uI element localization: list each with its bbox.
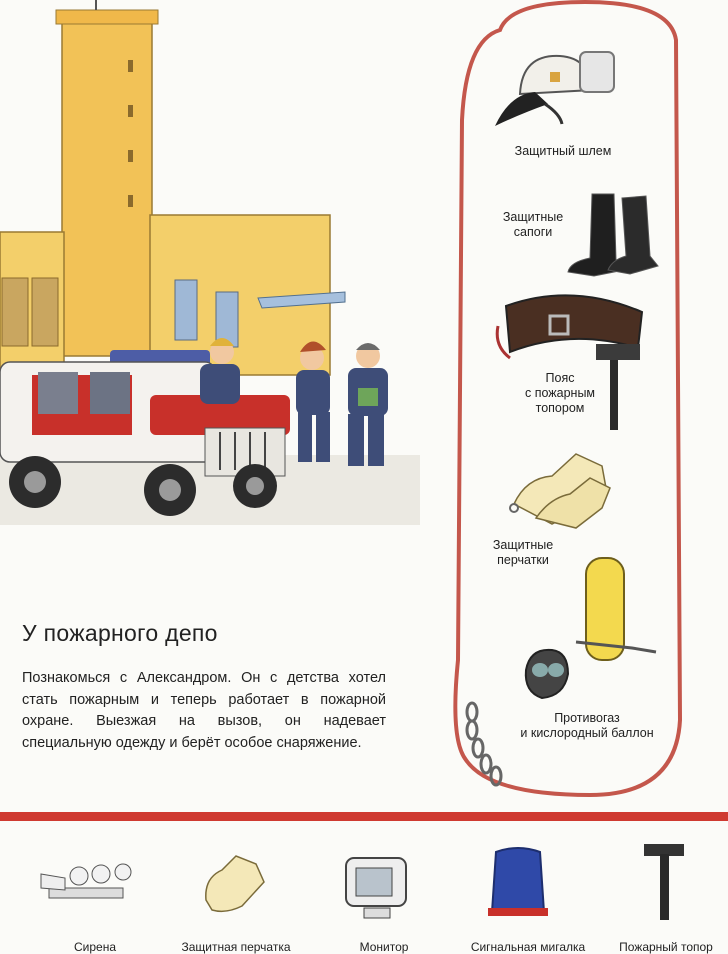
bottom-item-label: Защитная перчатка	[181, 940, 291, 954]
equipment-label: Пояс с пожарным топором	[524, 371, 596, 415]
equipment-label: Противогаз и кислородный баллон	[520, 711, 654, 740]
bottom-item-siren	[35, 830, 155, 954]
bottom-item-axe	[606, 830, 726, 954]
bottom-item-label: Сигнальная мигалка	[470, 940, 586, 954]
glove-icon	[176, 830, 276, 930]
bottom-item-label: Монитор	[359, 940, 409, 954]
helmet-icon	[490, 44, 620, 130]
equipment-label: Защитные сапоги	[502, 210, 564, 239]
bottom-item-label: Сирена	[73, 940, 117, 954]
bottom-item-beacon	[468, 830, 588, 954]
chain-hook	[467, 703, 501, 785]
monitor-icon	[324, 830, 424, 930]
beacon-icon	[468, 830, 568, 930]
gas-mask-icon	[506, 552, 666, 712]
bottom-item-glove	[176, 830, 296, 954]
page-title: У пожарного депо	[22, 620, 218, 646]
axe-icon	[606, 830, 706, 930]
siren-icon	[35, 830, 135, 930]
fire-station-illustration	[0, 0, 420, 540]
intro-paragraph: Познакомься с Александром. Он с детства хотел стать пожарным и теперь работает в пожарной охране. Выезжая на вызов, он надевает специальную одежду и берёт особое снаряжение.	[22, 670, 386, 751]
fire-tower	[62, 16, 152, 356]
equipment-label: Защитные перчатки	[492, 538, 554, 567]
boots-icon	[564, 190, 660, 282]
equipment-label: Защитный шлем	[514, 144, 612, 158]
bottom-item-label: Пожарный топор	[619, 940, 713, 954]
bottom-item-monitor	[324, 830, 444, 954]
firefighter-man	[348, 343, 388, 466]
divider-bar	[0, 812, 728, 821]
gloves-icon	[506, 448, 616, 536]
